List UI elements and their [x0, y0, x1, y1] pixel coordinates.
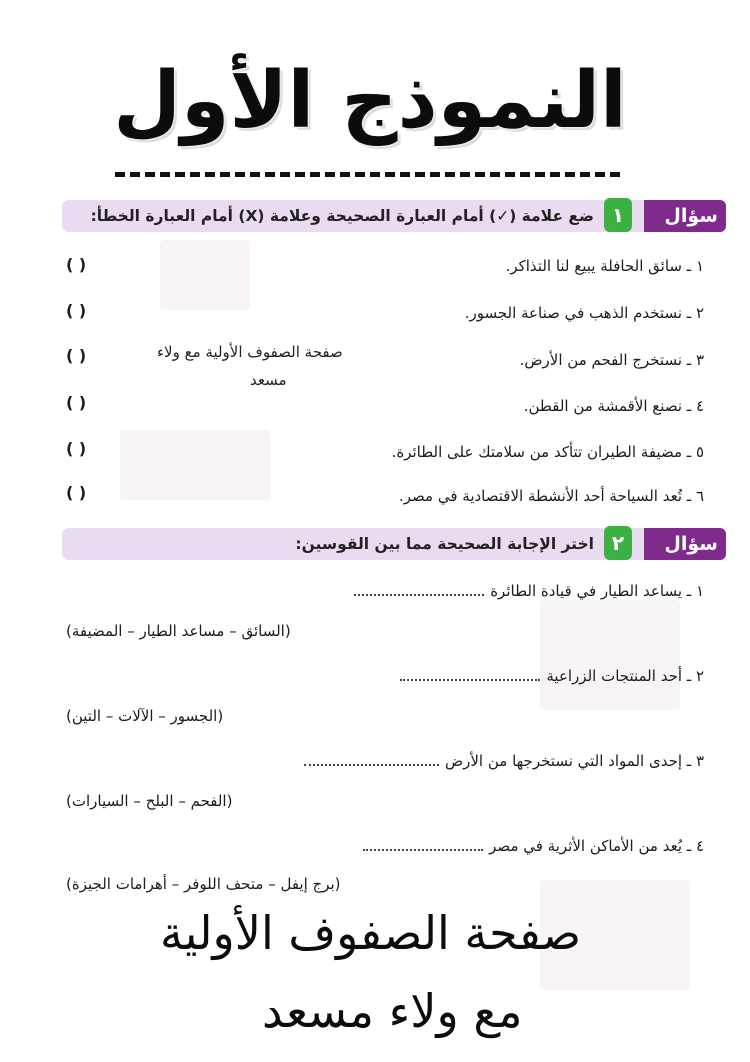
tf-statement-1: ١ ـ سائق الحافلة يبيع لنا التذاكر.: [505, 257, 704, 275]
question-2-instruction: اختر الإجابة الصحيحة مما بين القوسين:: [295, 535, 594, 553]
answer-blank-3[interactable]: ( ): [66, 346, 87, 365]
answer-line-1[interactable]: [354, 594, 484, 596]
question-1-number-badge: ١: [604, 198, 632, 232]
question-2-label: سؤال: [644, 528, 726, 560]
background-shape: [160, 240, 250, 310]
mc-question-3: [304, 750, 704, 772]
answer-blank-6[interactable]: ( ): [66, 483, 87, 502]
question-1-instruction: ضع علامة (✓) أمام العبارة الصحيحة وعلامة (X) أمام العبارة الخطأ:: [90, 207, 594, 225]
mc-question-4-text: ٤ ـ يُعد من الأماكن الأثرية في مصر: [489, 837, 704, 855]
mc-choices-1: (السائق – مساعد الطيار – المضيفة): [66, 622, 291, 640]
mc-choices-2: (الجسور – الآلات – التين): [66, 707, 224, 725]
answer-blank-2[interactable]: ( ): [66, 301, 87, 320]
answer-line-2[interactable]: [400, 679, 540, 681]
tf-statement-6: ٦ ـ تُعد السياحة أحد الأنشطة الاقتصادية في مصر.: [398, 487, 704, 505]
answer-line-4[interactable]: [363, 849, 483, 851]
tf-statement-4: ٤ ـ نصنع الأقمشة من القطن.: [523, 397, 704, 415]
mc-question-2-text: ٢ ـ أحد المنتجات الزراعية: [546, 667, 704, 685]
answer-line-3[interactable]: [304, 764, 439, 766]
answer-blank-4[interactable]: ( ): [66, 393, 87, 412]
mc-question-1-text: ١ ـ يساعد الطيار في قيادة الطائرة: [490, 582, 704, 600]
watermark-text-line-1: صفحة الصفوف الأولية مع ولاء: [157, 343, 343, 361]
question-2-number-badge: ٢: [604, 526, 632, 560]
mc-choices-4: (برج إيفل – متحف اللوفر – أهرامات الجيزة): [66, 875, 341, 893]
mc-question-2: [400, 665, 704, 687]
tf-statement-3: ٣ ـ نستخرج الفحم من الأرض.: [519, 351, 704, 369]
watermark-big-line-2: مع ولاء مسعد: [262, 984, 523, 1038]
question-2-header: [62, 528, 726, 560]
mc-question-1: [354, 580, 704, 602]
mc-question-3-text: ٣ ـ إحدى المواد التي نستخرجها من الأرض: [444, 752, 704, 770]
question-1-label: سؤال: [644, 200, 726, 232]
background-shape: [540, 600, 680, 710]
mc-question-4: [363, 835, 704, 857]
tf-statement-5: ٥ ـ مضيفة الطيران تتأكد من سلامتك على الطائرة.: [391, 443, 704, 461]
watermark-text-line-2: مسعد: [250, 371, 287, 389]
background-shape: [120, 430, 270, 500]
mc-choices-3: (الفحم – البلح – السيارات): [66, 792, 233, 810]
answer-blank-1[interactable]: ( ): [66, 255, 87, 274]
tf-statement-2: ٢ ـ نستخدم الذهب في صناعة الجسور.: [464, 304, 704, 322]
page-title: النموذج الأول: [113, 56, 627, 146]
answer-blank-5[interactable]: ( ): [66, 439, 87, 458]
title-underline: [115, 172, 620, 177]
watermark-big-line-1: صفحة الصفوف الأولية: [160, 906, 582, 960]
question-1-header: [62, 200, 726, 232]
